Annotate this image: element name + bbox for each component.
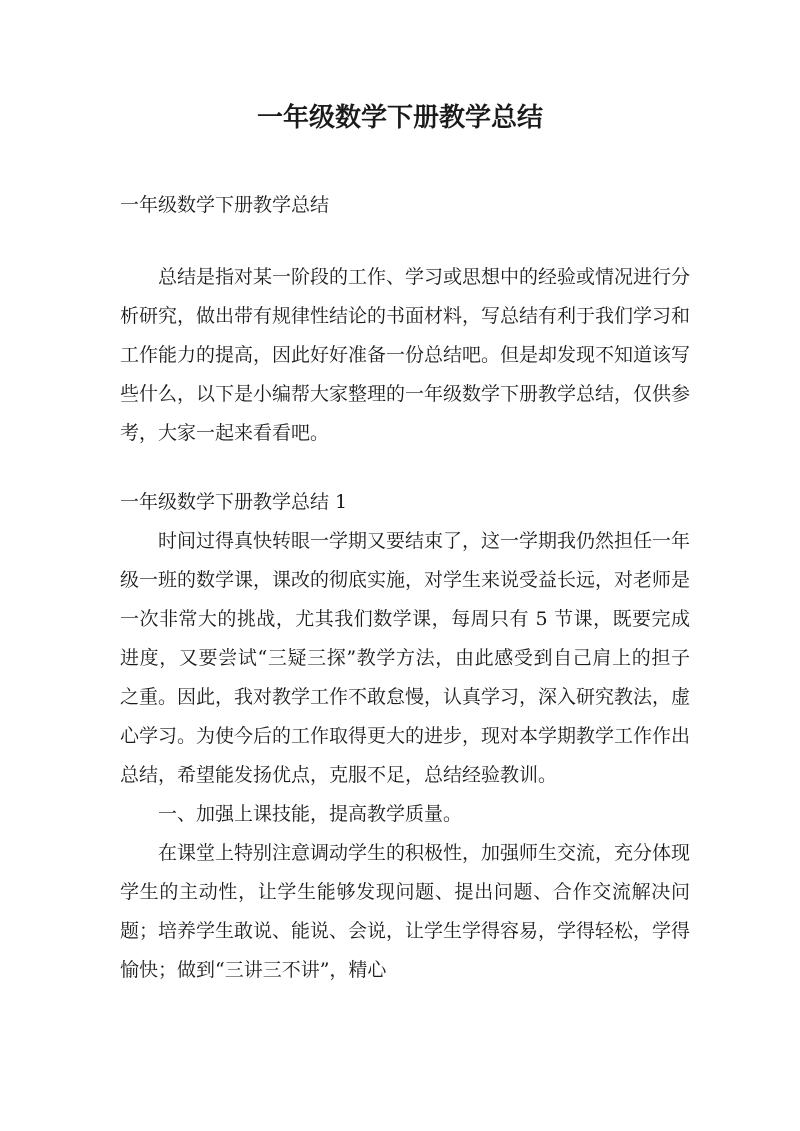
intro-paragraph: 总结是指对某一阶段的工作、学习或思想中的经验或情况进行分析研究，做出带有规律性结论的书面材料，写总结有利于我们学习和工作能力的提高，因此好好准备一份总结吧。但是却发现不知道该写些什么，以下是小编帮大家整理的一年级数学下册教学总结，仅供参考，大家一起来看看吧。 xyxy=(120,266,691,444)
subheading-paragraph: 一、加强上课技能，提高教学质量。 xyxy=(158,803,463,825)
section-heading: 一年级数学下册教学总结 1 xyxy=(120,491,348,513)
document-title: 一年级数学下册教学总结 xyxy=(256,103,543,133)
document-subtitle: 一年级数学下册教学总结 xyxy=(120,194,330,216)
body-paragraph: 在课堂上特别注意调动学生的积极性，加强师生交流，充分体现学生的主动性，让学生能够发现问题、提出问题、合作交流解决问题；培养学生敢说、能说、会说，让学生学得容易，学得轻松，学得愉快；做到“三讲三不讲”，精心 xyxy=(120,842,691,981)
section-body xyxy=(120,522,690,990)
body-paragraph: 时间过得真快转眼一学期又要结束了，这一学期我仍然担任一年级一班的数学课，课改的彻底实施，对学生来说受益长远，对老师是一次非常大的挑战，尤其我们数学课，每周只有 5 节课，既要完成进度，又要尝试“三疑三探”教学方法，由此感受到自己肩上的担子之重。因此，我对教学工作不敢怠慢，认真学习，深入研究教法，虚心学习。为使今后的工作取得更大的进步，现对本学期教学工作作出总结，希望能发扬优点，克服不足，总结经验教训。 xyxy=(120,530,691,786)
